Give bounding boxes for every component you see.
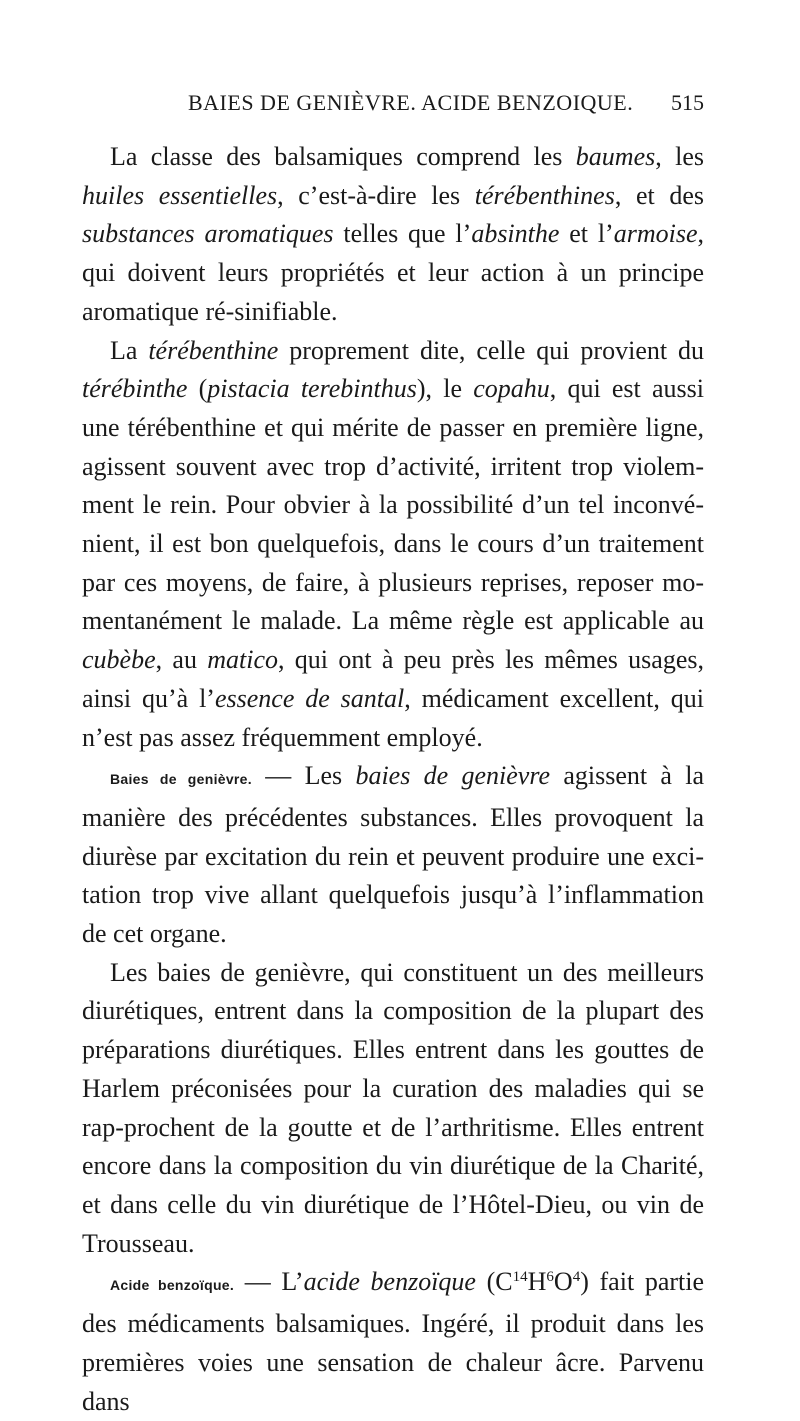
text-run: , au	[155, 645, 208, 675]
italic-term: essence de santal	[214, 683, 405, 713]
text-run: telles que l’	[333, 219, 472, 249]
italic-term: copahu	[473, 374, 550, 404]
formula-subscript: 6	[546, 1269, 554, 1286]
text-run: , les	[655, 142, 704, 171]
paragraph-terebenthine	[82, 332, 704, 758]
text-run: — Les	[251, 761, 356, 791]
italic-term: matico	[207, 645, 279, 675]
text-run: Les baies de genièvre, qui constituent un des meilleurs diurétiques, entrent dans la composition de la plupart des préparations diurétiques. Elles entrent dans les gouttes de Harlem préconisées pour la curation des maladies qui se rap-prochent de la goutte et de l’arthritisme. Elles entrent encore dans la composition du vin diurétique de la Charité, et dans celle du vin diurétique de l’Hôtel-Dieu, ou vin de Trousseau.	[82, 957, 704, 1258]
text-run: , et des	[614, 180, 704, 210]
paragraph-balsamiques	[82, 138, 704, 332]
italic-term: absinthe	[471, 219, 560, 249]
formula-subscript: 4	[572, 1269, 581, 1286]
text-run: O	[553, 1267, 573, 1297]
text-run: La	[110, 335, 149, 365]
running-title: BAIES DE GENIÈVRE. ACIDE BENZOIQUE.	[188, 90, 634, 115]
text-run: ), le	[416, 374, 474, 404]
paragraph-baies-text	[82, 761, 704, 948]
page-number: 515	[671, 90, 704, 115]
text-run: , qui ont à peu près les mêmes usages, ainsi qu’à l’	[82, 645, 705, 713]
text-run: H	[527, 1267, 547, 1297]
sidehead-acide-benzoique: Acide benzoïque.	[110, 1277, 235, 1294]
sidehead-baies-de-genievre: Baies de genièvre.	[110, 771, 252, 788]
paragraph-acide-benzoique	[82, 1263, 704, 1421]
text-run: (	[187, 374, 208, 404]
text-run: ) fait partie des médicaments balsamiques. Ingéré, il produit dans les premières voies une sensation de chaleur âcre. Parvenu dans	[82, 1267, 705, 1416]
text-run: proprement dite, celle qui provient du	[278, 335, 704, 365]
italic-term: acide benzoïque	[303, 1267, 476, 1297]
text-run: , qui est aussi une térébenthine et qui mérite de passer en première ligne, agissent souvent avec trop d’activité, irritent trop violem-ment le rein. Pour obvier à la possibilité d’un tel inconvé-nient, il est bon quelquefois, dans le cours d’un traitement par ces moyens, de faire, à plusieurs reprises, reposer mo-mentanément le malade. La même règle est applicable au	[82, 374, 704, 636]
italic-term: huiles essentielles	[82, 180, 278, 210]
text-run: La classe des balsamiques comprend les	[110, 142, 576, 171]
italic-term: térébenthines	[474, 180, 615, 210]
italic-term: armoise	[613, 219, 698, 249]
text-run: (C	[475, 1267, 513, 1297]
text-run: — L’	[234, 1267, 304, 1297]
formula-subscript: 14	[512, 1269, 528, 1286]
italic-term: substances aromatiques	[82, 219, 334, 249]
italic-term: térébinthe	[82, 374, 188, 404]
paragraph-baies-de-genievre	[82, 757, 704, 954]
paragraph-diuretiques	[82, 954, 704, 1264]
text-run: , c’est-à-dire les	[277, 180, 475, 210]
italic-term: baumes	[575, 142, 656, 171]
page-header	[82, 90, 704, 130]
italic-term: pistacia terebinthus	[207, 374, 417, 404]
italic-term: baies de genièvre	[355, 761, 551, 791]
text-run: , médicament excellent, qui n’est pas assez fréquemment employé.	[82, 683, 705, 752]
text-run: et l’	[559, 219, 614, 249]
body-text	[82, 138, 704, 1421]
text-run: , qui doivent leurs propriétés et leur action à un principe aromatique ré-sinifiable.	[82, 219, 704, 326]
text-run: agissent à la manière des précédentes substances. Elles provoquent la diurèse par excitation du rein et peuvent produire une exci-tation trop vive allant quelquefois jusqu’à l’inflammation de cet organe.	[82, 761, 704, 949]
italic-term: térébenthine	[148, 335, 279, 365]
italic-term: cubèbe	[82, 645, 156, 675]
